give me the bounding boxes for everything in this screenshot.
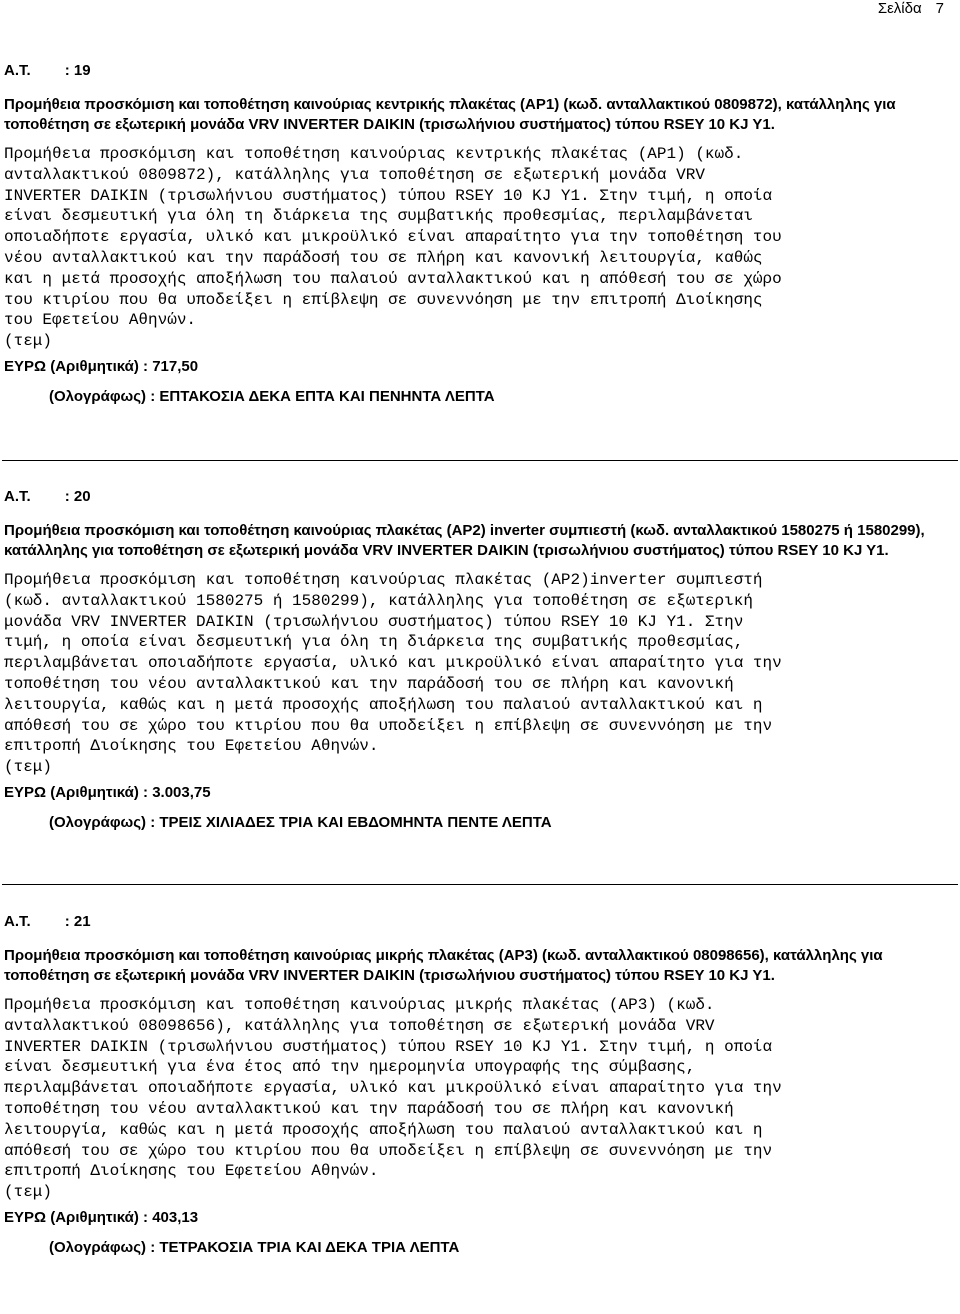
item-price-words: (Ολογράφως) : ΤΕΤΡΑΚΟΣΙΑ ΤΡΙΑ ΚΑΙ ΔΕΚΑ ΤΡΙΑ ΛΕΠΤΑ [49,1238,460,1256]
item-description: Προμήθεια προσκόμιση και τοποθέτηση καινούριας κεντρικής πλακέτας (AP1) (κωδ. ανταλλακτικού 0809872), κατάλληλης για τοποθέτηση σε εξωτερική μονάδα VRV INVERTER DAIKIN (τρισωλήνιου συστήματος) τύπου RSEY 10 KJ Y1. Στην τιμή, η οποία είναι δεσμευτική για όλη τη διάρκεια της συμβατικής προθεσμίας, περιλαμβάνεται οποιαδήποτε εργασία, υλικό και μικροϋλικό είναι απαραίτητο για την τοποθέτηση του νέου ανταλλακτικού και την παράδοσή του σε πλήρη και κανονική λειτουργία, καθώς και η μετά προσοχής αποξήλωση του παλαιού ανταλλακτικού και η απόθεσή του σε χώρο του κτιρίου που θα υποδείξει η επίβλεψη σε συνεννόηση με την επιτροπή Διοίκησης του Εφετείου Αθηνών. [4,145,782,330]
item-code-number: : 20 [64,488,91,505]
item-price: ΕΥΡΩ (Αριθμητικά) : 403,13 [4,1208,199,1226]
item-code [4,913,956,930]
divider [2,460,958,461]
item-21 [4,913,956,1256]
item-code-label: Α.Τ. [4,913,31,930]
item-unit: (τεμ) [4,332,53,351]
item-code-label: Α.Τ. [4,62,31,79]
item-title: Προμήθεια προσκόμιση και τοποθέτηση καινούριας πλακέτας (AP2) inverter συμπιεστή (κωδ. ανταλλακτικού 1580275 ή 1580299), κατάλληλης για τοποθέτηση σε εξωτερική μονάδα VRV INVERTER DAIKIN (τρισωλήνιου συστήματος) τύπου RSEY 10 KJ Y1. [4,522,925,559]
item-title: Προμήθεια προσκόμιση και τοποθέτηση καινούριας μικρής πλακέτας (AP3) (κωδ. ανταλλακτικού 08098656), κατάλληλης για τοποθέτηση σε εξωτερική μονάδα VRV INVERTER DAIKIN (τρισωλήνιου συστήματος) τύπου RSEY 10 KJ Y1. [4,947,883,984]
item-unit: (τεμ) [4,758,53,777]
item-20 [4,488,956,831]
item-code-label: Α.Τ. [4,488,31,505]
page-number [878,0,944,17]
item-description: Προμήθεια προσκόμιση και τοποθέτηση καινούριας πλακέτας (AP2)inverter συμπιεστή (κωδ. ανταλλακτικού 1580275 ή 1580299), κατάλληλης για τοποθέτηση σε εξωτερική μονάδα VRV INVERTER DAIKIN (τρισωλήνιου συστήματος) τύπου RSEY 10 KJ Y1. Στην τιμή, η οποία είναι δεσμευτική για όλη τη διάρκεια της συμβατικής προθεσμίας, περιλαμβάνεται οποιαδήποτε εργασία, υλικό και μικροϋλικό είναι απαραίτητο για την τοποθέτηση του νέου ανταλλακτικού και την παράδοσή του σε πλήρη και κανονική λειτουργία, καθώς και η μετά προσοχής αποξήλωση του παλαιού ανταλλακτικού και η απόθεσή του σε χώρο του κτιρίου που θα υποδείξει η επίβλεψη σε συνεννόηση με την επιτροπή Διοίκησης του Εφετείου Αθηνών. [4,571,782,756]
item-unit: (τεμ) [4,1183,53,1202]
item-price-words: (Ολογράφως) : ΤΡΕΙΣ ΧΙΛΙΑΔΕΣ ΤΡΙΑ ΚΑΙ ΕΒΔΟΜΗΝΤΑ ΠΕΝΤΕ ΛΕΠΤΑ [49,813,552,831]
item-price-words: (Ολογράφως) : ΕΠΤΑΚΟΣΙΑ ΔΕΚΑ ΕΠΤΑ ΚΑΙ ΠΕΝΗΝΤΑ ΛΕΠΤΑ [49,387,495,405]
item-price: ΕΥΡΩ (Αριθμητικά) : 3.003,75 [4,783,211,801]
item-code-number: : 19 [64,62,91,79]
item-description: Προμήθεια προσκόμιση και τοποθέτηση καινούριας μικρής πλακέτας (AP3) (κωδ. ανταλλακτικού 08098656), κατάλληλης για τοποθέτηση σε εξωτερική μονάδα VRV INVERTER DAIKIN (τρισωλήνιου συστήματος) τύπου RSEY 10 KJ Y1. Στην τιμή, η οποία είναι δεσμευτική για ένα έτος από την ημερομηνία υπογραφής της σύμβασης, περιλαμβάνεται οποιαδήποτε εργασία, υλικό και μικροϋλικό είναι απαραίτητο για την τοποθέτηση του νέου ανταλλακτικού και την παράδοσή του σε πλήρη και κανονική λειτουργία, καθώς και η μετά προσοχής αποξήλωση του παλαιού ανταλλακτικού και η απόθεσή του σε χώρο του κτιρίου που θα υποδείξει η επίβλεψη σε συνεννόηση με την επιτροπή Διοίκησης του Εφετείου Αθηνών. [4,996,782,1181]
item-code [4,488,956,505]
divider [2,884,958,885]
page-label: Σελίδα [877,0,922,17]
item-code [4,62,956,79]
item-title: Προμήθεια προσκόμιση και τοποθέτηση καινούριας κεντρικής πλακέτας (AP1) (κωδ. ανταλλακτικού 0809872), κατάλληλης για τοποθέτηση σε εξωτερική μονάδα VRV INVERTER DAIKIN (τρισωλήνιου συστήματος) τύπου RSEY 10 KJ Y1. [4,96,896,133]
item-code-number: : 21 [64,913,91,930]
page-number-value: 7 [935,0,944,17]
item-19 [4,62,956,405]
item-price: ΕΥΡΩ (Αριθμητικά) : 717,50 [4,357,199,375]
